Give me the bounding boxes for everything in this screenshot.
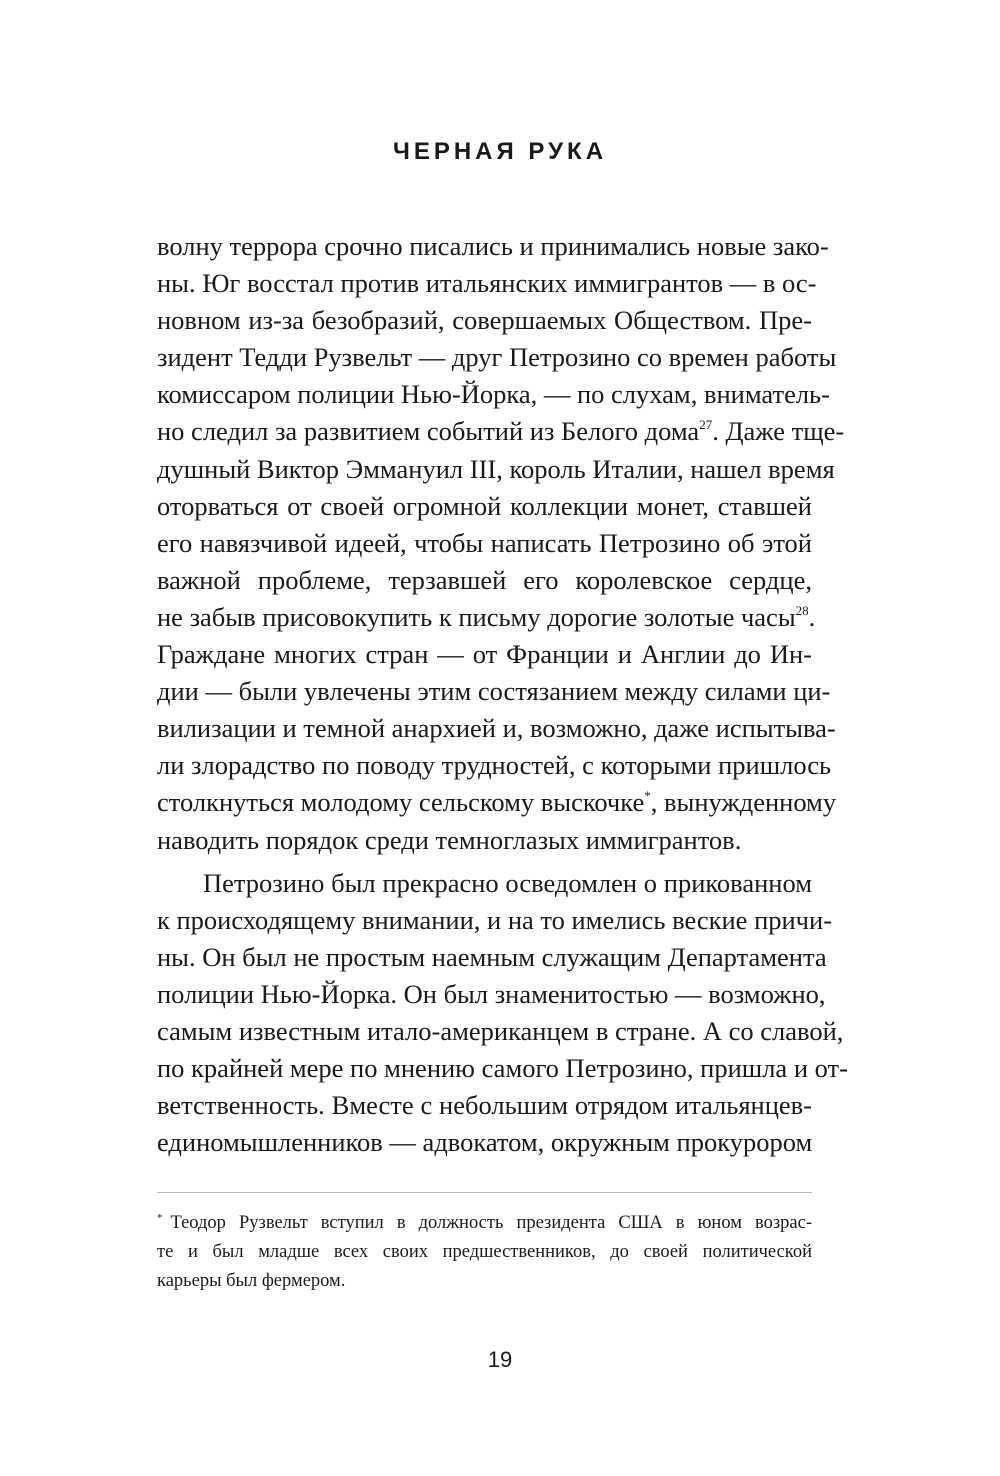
- text-line: новном из-за безобразий, совершаемых Обществом. Пре-: [157, 305, 812, 336]
- footnote-marker: *: [157, 1212, 163, 1224]
- line-text: не забыв присовокупить к письму дорогие золотые часы: [157, 601, 796, 632]
- text-line: волну террора срочно писались и принимались новые зако-: [157, 231, 829, 261]
- text-line: полиции Нью-Йорка. Он был знаменитостью — возможно,: [157, 978, 826, 1009]
- text-line: ны. Он был не простым наемным служащим Департамента: [157, 941, 827, 972]
- line-text: столкнуться молодому сельскому выскочке: [157, 787, 645, 818]
- line-text-tail: . Даже тще-: [712, 416, 845, 447]
- footnote-ref-star[interactable]: *: [644, 788, 651, 804]
- footnote-line: [157, 1209, 812, 1238]
- line-text-tail: , вынужденному: [650, 787, 837, 818]
- text-line: [157, 413, 845, 450]
- text-line: его навязчивой идеей, чтобы написать Петрозино об этой: [157, 527, 812, 558]
- text-line: единомышленников — адвокатом, окружным прокурором: [157, 1127, 813, 1158]
- text-line: ветственность. Вместе с небольшим отрядом итальянцев-: [157, 1090, 812, 1121]
- running-title: ЧЕРНАЯ РУКА: [392, 138, 608, 165]
- footnote-line: карьеры был фермером.: [157, 1271, 346, 1291]
- text-line: комиссаром полиции Нью-Йорка, — по слухам, вниматель-: [157, 379, 830, 410]
- endnote-ref-27[interactable]: 27: [699, 417, 713, 433]
- text-line: Петрозино был прекрасно осведомлен о прикованном: [203, 867, 812, 898]
- text-line: ны. Юг восстал против итальянских иммигрантов — в ос-: [157, 268, 817, 299]
- text-line: зидент Тедди Рузвельт — друг Петрозино со времен работы: [157, 342, 837, 373]
- footnote-divider: [157, 1192, 812, 1193]
- footnote-line: те и был младше всех своих предшественников, до своей политической: [157, 1242, 812, 1262]
- text-line: дии — были увлечены этим состязанием между силами ци-: [157, 676, 831, 707]
- text-line: наводить порядок среди темноглазых иммигрантов.: [157, 824, 742, 855]
- main-text: [157, 228, 848, 1161]
- text-line: к происходящему внимании, и на то имелись веские причи-: [157, 904, 833, 935]
- text-line: не забыв присовокупить к письму дорогие золотые часы$^{28}$.: [157, 601, 816, 632]
- text-line: [157, 784, 837, 821]
- text-line: оторваться от своей огромной коллекции монет, ставшей: [157, 490, 812, 521]
- footnote-text: Теодор Рузвельт вступил в должность президента США в юном возрас-: [170, 1213, 812, 1233]
- text-line: важной проблеме, терзавшей его королевское сердце,: [157, 564, 812, 595]
- endnote-ref-28[interactable]: 28: [795, 602, 809, 618]
- line-text: но следил за развитием событий из Белого дома: [157, 416, 700, 447]
- text-line: вилизации и темной анархией и, возможно, даже испытыва-: [157, 713, 836, 744]
- footnote: [157, 1209, 812, 1296]
- text-line: душный Виктор Эммануил III, король Италии, нашел время: [157, 453, 835, 484]
- text-line: самым известным итало-американцем в стране. А со славой,: [157, 1015, 844, 1046]
- text-line: Граждане многих стран — от Франции и Англии до Ин-: [157, 639, 812, 670]
- text-line: ли злорадство по поводу трудностей, с которыми пришлось: [157, 750, 832, 781]
- text-line: по крайней мере по мнению самого Петрозино, пришла и от-: [157, 1053, 848, 1084]
- page-number: 19: [487, 1347, 513, 1372]
